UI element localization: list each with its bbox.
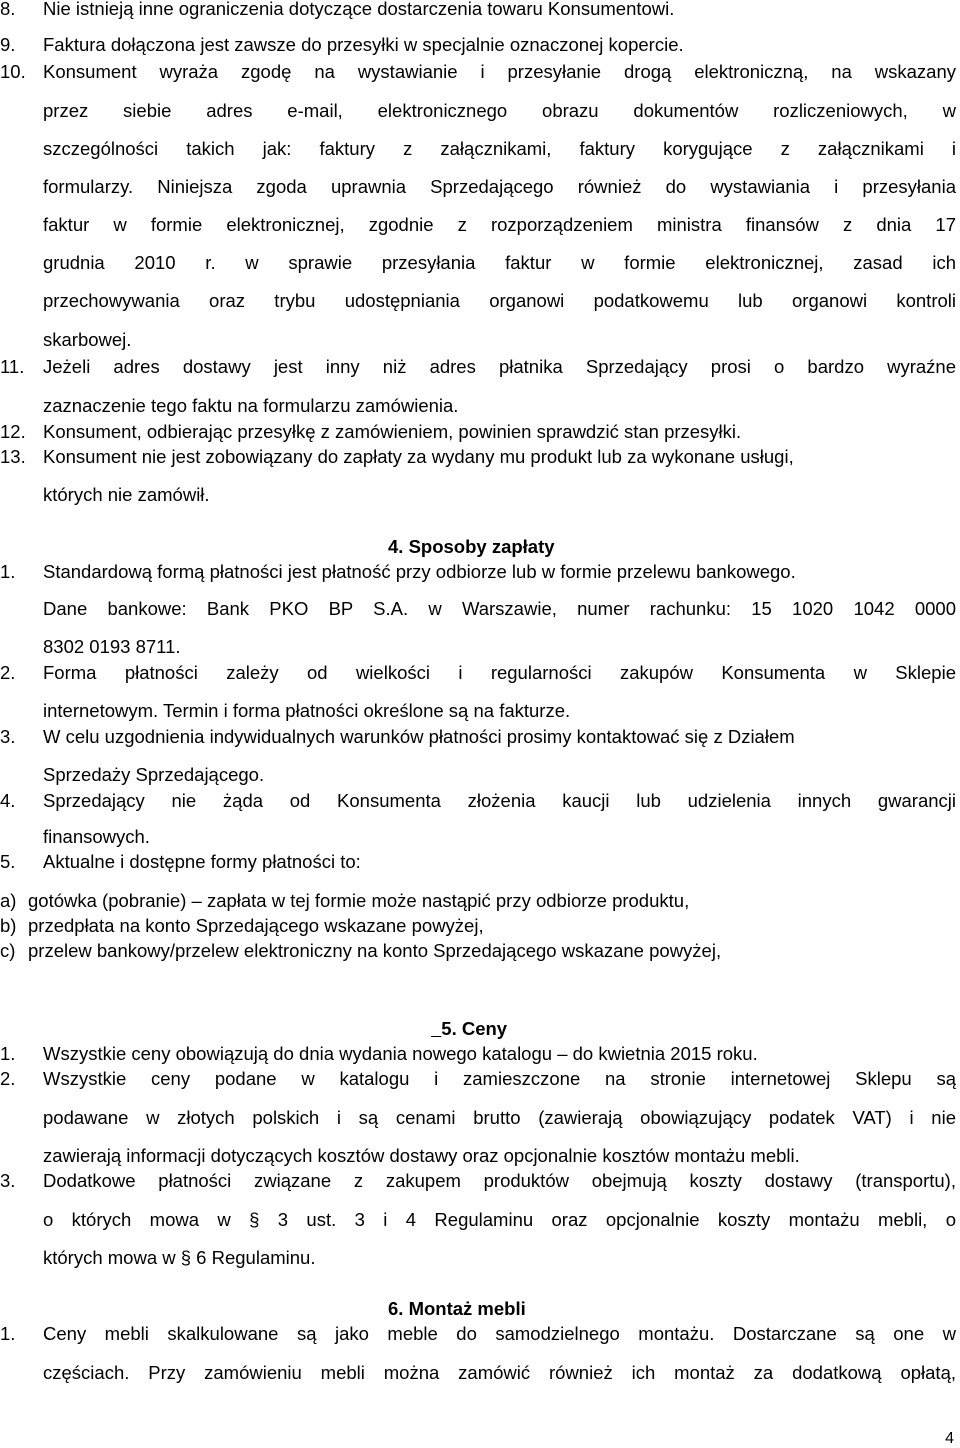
list-number: 12. [0,421,26,442]
list-number: 1. [0,1043,16,1064]
list-text-line: formularzy. Niniejsza zgoda uprawnia Sprzedającego również do wystawiania i przesyłania [43,176,956,197]
list-text-line: Forma płatności zależy od wielkości i regularności zakupów Konsumenta w Sklepie [43,662,956,683]
list-text-line: szczególności takich jak: faktury z załącznikami, faktury korygujące z załącznikami i [43,138,956,159]
list-text-line: przechowywania oraz trybu udostępniania organowi podatkowemu lub organowi kontroli [43,290,956,311]
list-text-line: częściach. Przy zamówieniu mebli można zamówić również ich montaż za dodatkową opłatą, [43,1362,956,1383]
list-number: 8. [0,0,16,19]
list-text: przedpłata na konto Sprzedającego wskazane powyżej, [28,915,484,936]
list-text-line: których nie zamówił. [43,484,210,505]
list-text-line: Konsument wyraża zgodę na wystawianie i przesyłanie drogą elektroniczną, na wskazany [43,61,956,82]
list-text: Konsument, odbierając przesyłkę z zamówieniem, powinien sprawdzić stan przesyłki. [43,421,742,442]
list-text-line: Sprzedaży Sprzedającego. [43,764,265,785]
list-number: 9. [0,34,16,55]
list-number: 1. [0,1323,16,1344]
section-heading-5 [431,1020,507,1038]
list-text-line: podawane w złotych polskich i są cenami brutto (zawierają obowiązujący podatek VAT) i nie [43,1107,956,1128]
section-heading-4: 4. Sposoby zapłaty [388,536,555,557]
list-text-line: Standardową formą płatności jest płatność przy odbiorze lub w formie przelewu bankowego. [43,561,796,582]
list-text: gotówka (pobranie) – zapłata w tej formie może nastąpić przy odbiorze produktu, [28,890,690,911]
list-text-line: faktur w formie elektronicznej, zgodnie z rozporządzeniem ministra finansów z dnia 17 [43,214,956,235]
page-number: 4 [945,1430,954,1447]
list-number: 2. [0,662,16,683]
list-text-line: skarbowej. [43,329,132,350]
list-number: 4. [0,790,16,811]
list-text-line: Konsument nie jest zobowiązany do zapłaty za wydany mu produkt lub za wykonane usługi, [43,446,794,467]
list-text: Nie istnieją inne ograniczenia dotyczące dostarczenia towaru Konsumentowi. [43,0,675,19]
list-letter: c) [0,940,16,961]
list-text-line: których mowa w § 6 Regulaminu. [43,1247,316,1268]
list-text: przelew bankowy/przelew elektroniczny na konto Sprzedającego wskazane powyżej, [28,940,722,961]
list-text-line: Jeżeli adres dostawy jest inny niż adres płatnika Sprzedający prosi o bardzo wyraźne [43,356,956,377]
list-text-line: W celu uzgodnienia indywidualnych warunków płatności prosimy kontaktować się z Działem [43,726,795,747]
list-text-line: o których mowa w § 3 ust. 3 i 4 Regulaminu oraz opcjonalnie koszty montażu mebli, o [43,1209,956,1230]
list-text-line: Ceny mebli skalkulowane są jako meble do samodzielnego montażu. Dostarczane są one w [43,1323,956,1344]
list-letter: b) [0,915,17,936]
list-text-line: przez siebie adres e-mail, elektronicznego obrazu dokumentów rozliczeniowych, w [43,100,956,121]
list-number: 5. [0,851,16,872]
list-text: Wszystkie ceny obowiązują do dnia wydania nowego katalogu – do kwietnia 2015 roku. [43,1043,758,1064]
list-letter: a) [0,890,17,911]
list-number: 10. [0,61,26,82]
list-number: 13. [0,446,26,467]
list-text-line: Sprzedający nie żąda od Konsumenta złożenia kaucji lub udzielenia innych gwarancji [43,790,956,811]
section-heading-text: 5. Ceny [441,1018,508,1039]
list-text-line: zawierają informacji dotyczących kosztów dostawy oraz opcjonalnie kosztów montażu mebli. [43,1145,800,1166]
section-sign-mark [431,1018,441,1039]
list-text: Aktualne i dostępne formy płatności to: [43,851,361,872]
list-text-line: grudnia 2010 r. w sprawie przesyłania faktur w formie elektronicznej, zasad ich [43,252,956,273]
list-text-line: zaznaczenie tego faktu na formularzu zamówienia. [43,395,459,416]
section-heading-6: 6. Montaż mebli [388,1298,526,1319]
list-text-line: Dodatkowe płatności związane z zakupem produktów obejmują koszty dostawy (transportu), [43,1170,956,1191]
list-number: 3. [0,726,16,747]
list-text-line: internetowym. Termin i forma płatności określone są na fakturze. [43,700,571,721]
list-text-line: finansowych. [43,826,150,847]
list-number: 3. [0,1170,16,1191]
list-number: 11. [0,356,25,377]
list-number: 2. [0,1068,16,1089]
list-text: Faktura dołączona jest zawsze do przesyłki w specjalnie oznaczonej kopercie. [43,34,684,55]
list-text-line: Wszystkie ceny podane w katalogu i zamieszczone na stronie internetowej Sklepu są [43,1068,956,1089]
list-text-line: 8302 0193 8711. [43,636,181,657]
list-number: 1. [0,561,16,582]
list-text-line: Dane bankowe: Bank PKO BP S.A. w Warszawie, numer rachunku: 15 1020 1042 0000 [43,598,956,619]
